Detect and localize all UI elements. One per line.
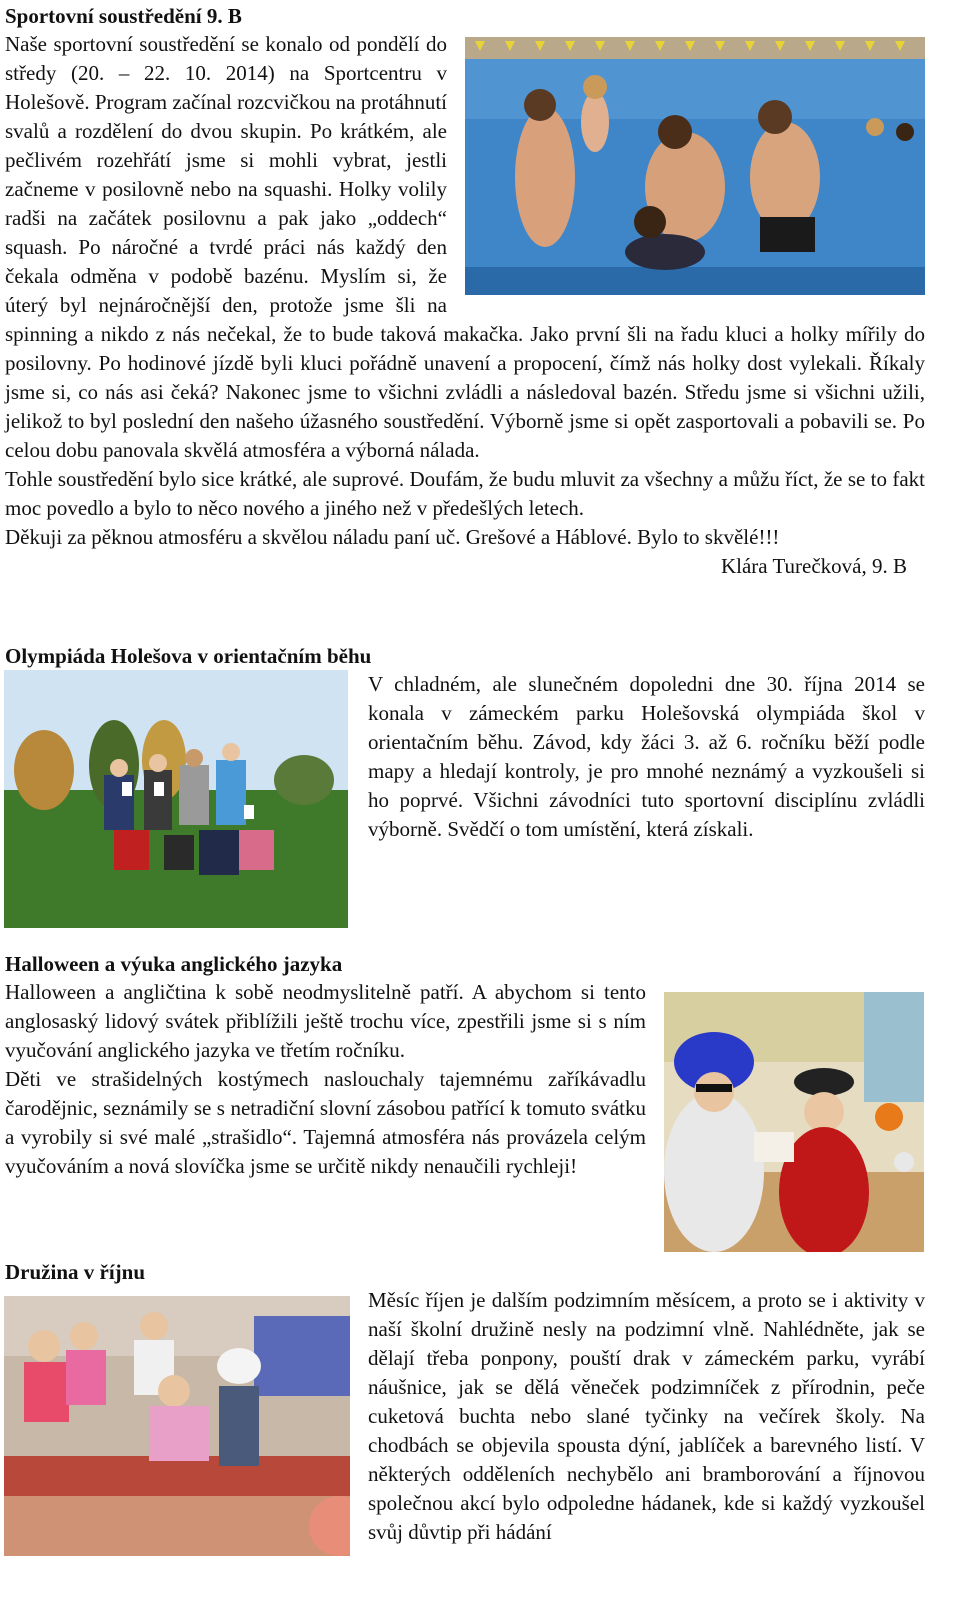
section-title: Družina v říjnu [5, 1260, 146, 1284]
paragraph: Tohle soustředění bylo sice krátké, ale suprové. Doufám, že budu mluvit za všechny a můžu říct, že se to fakt moc povedlo a bylo to něco nového a jiného než v předešlých letech. [5, 467, 925, 520]
author-signature: Klára Turečková, 9. B [720, 554, 907, 578]
section-title: Sportovní soustředění 9. B [5, 4, 242, 28]
paragraph: Naše sportovní soustředění se konalo od pondělí do středy (20. – 22. 10. 2014) na Sportcentru v Holešově. Program začínal rozcvičkou na protáhnutí svalů a rozdělení do dvou skupin. Po krátkém, ale pečlivém rozehřátí jsme si mohli vybrat, jestli začneme v posilovně nebo na squashi. Holky volily radši na začátek posilovnu a pak jako „oddech“ squash. Po náročné a tvrdé práci nás každý den čekala odměna v podobě bazénu. Myslím si, že úterý byl nejnáročnější den, protože jsme šli na spinning a nikdo z nás nečekal, že to bude taková makačka. Jako první šli na řadu kluci a holky mířily do posilovny. Po hodinové jízdě byli kluci pořádně unavení a propocení, čímž nás holky dost vylekali. Říkaly jsme si, co nás asi čeká? Nakonec jsme to všichni zvládli a následoval bazén. Středu jsme si všichni užili, jelikož to byl poslední den našeho úžasného soustředění. Výborně jsme si opět zasportovali a pobavili se. Po celou dobu panovala skvělá atmosféra a výborná nálada. [5, 32, 925, 462]
section-sports-camp [5, 2, 925, 581]
section-title: Olympiáda Holešova v orientačním běhu [5, 644, 372, 668]
section-title: Halloween a výuka anglického jazyka [5, 952, 343, 976]
paragraph: V chladném, ale slunečném dopoledni dne 30. října 2014 se konala v zámeckém parku Holešovská olympiáda škol v orientačním běhu. Závod, kdy žáci 3. až 6. ročníku běží podle mapy a hledají kontroly, je pro mnohé neznámý a vyzkoušeli si ho poprvé. Všichni závodníci tuto sportovní disciplínu zvládli výborně. Svědčí o tom umístění, která získali. [368, 672, 925, 841]
swimming-pool-photo [465, 37, 925, 295]
paragraph: Halloween a angličtina k sobě neodmyslitelně patří. A abychom si tento anglosaský lidový svátek přiblížili ještě trochu více, zpestřili jsme si s ním vyučování anglického jazyka ve třetím ročníku. [5, 980, 646, 1062]
paragraph: Děti ve strašidelných kostýmech naslouchaly tajemnému zaříkávadlu čarodějnic, seznámily se s netradiční slovní zásobou patřící k tomuto svátku a vyrobily si své malé „strašidlo“. Tajemná atmosféra nás provázela celým vyučováním a nová slovíčka jsme se určitě nikdy nenaučili rychleji! [5, 1067, 646, 1178]
orienteering-children-photo [4, 670, 348, 928]
after-school-club-photo [4, 1296, 350, 1556]
paragraph: Měsíc říjen je dalším podzimním měsícem, a proto se i aktivity v naší školní družině nesly na podzimní vlně. Nahlédněte, jak se dělají třeba ponpony, pouští drak v zámeckém parku, vyrábí náušnice, jak se dělá věneček podzimníček z přírodnin, peče cuketová buchta nebo slané tyčinky na večírek školy. Na chodbách se objevila spousta dýní, jablíček a barevného listí. V některých odděleních nechybělo ani bramborování a říjnovou společnou akcí bylo odpoledne hádanek, kde si každý vyzkoušel svůj důvtip při hádání [368, 1288, 925, 1544]
halloween-classroom-photo [664, 992, 924, 1252]
paragraph: Děkuji za pěknou atmosféru a skvělou náladu paní uč. Grešové a Háblové. Bylo to skvělé!!! [5, 525, 780, 549]
section-halloween [5, 978, 646, 1181]
